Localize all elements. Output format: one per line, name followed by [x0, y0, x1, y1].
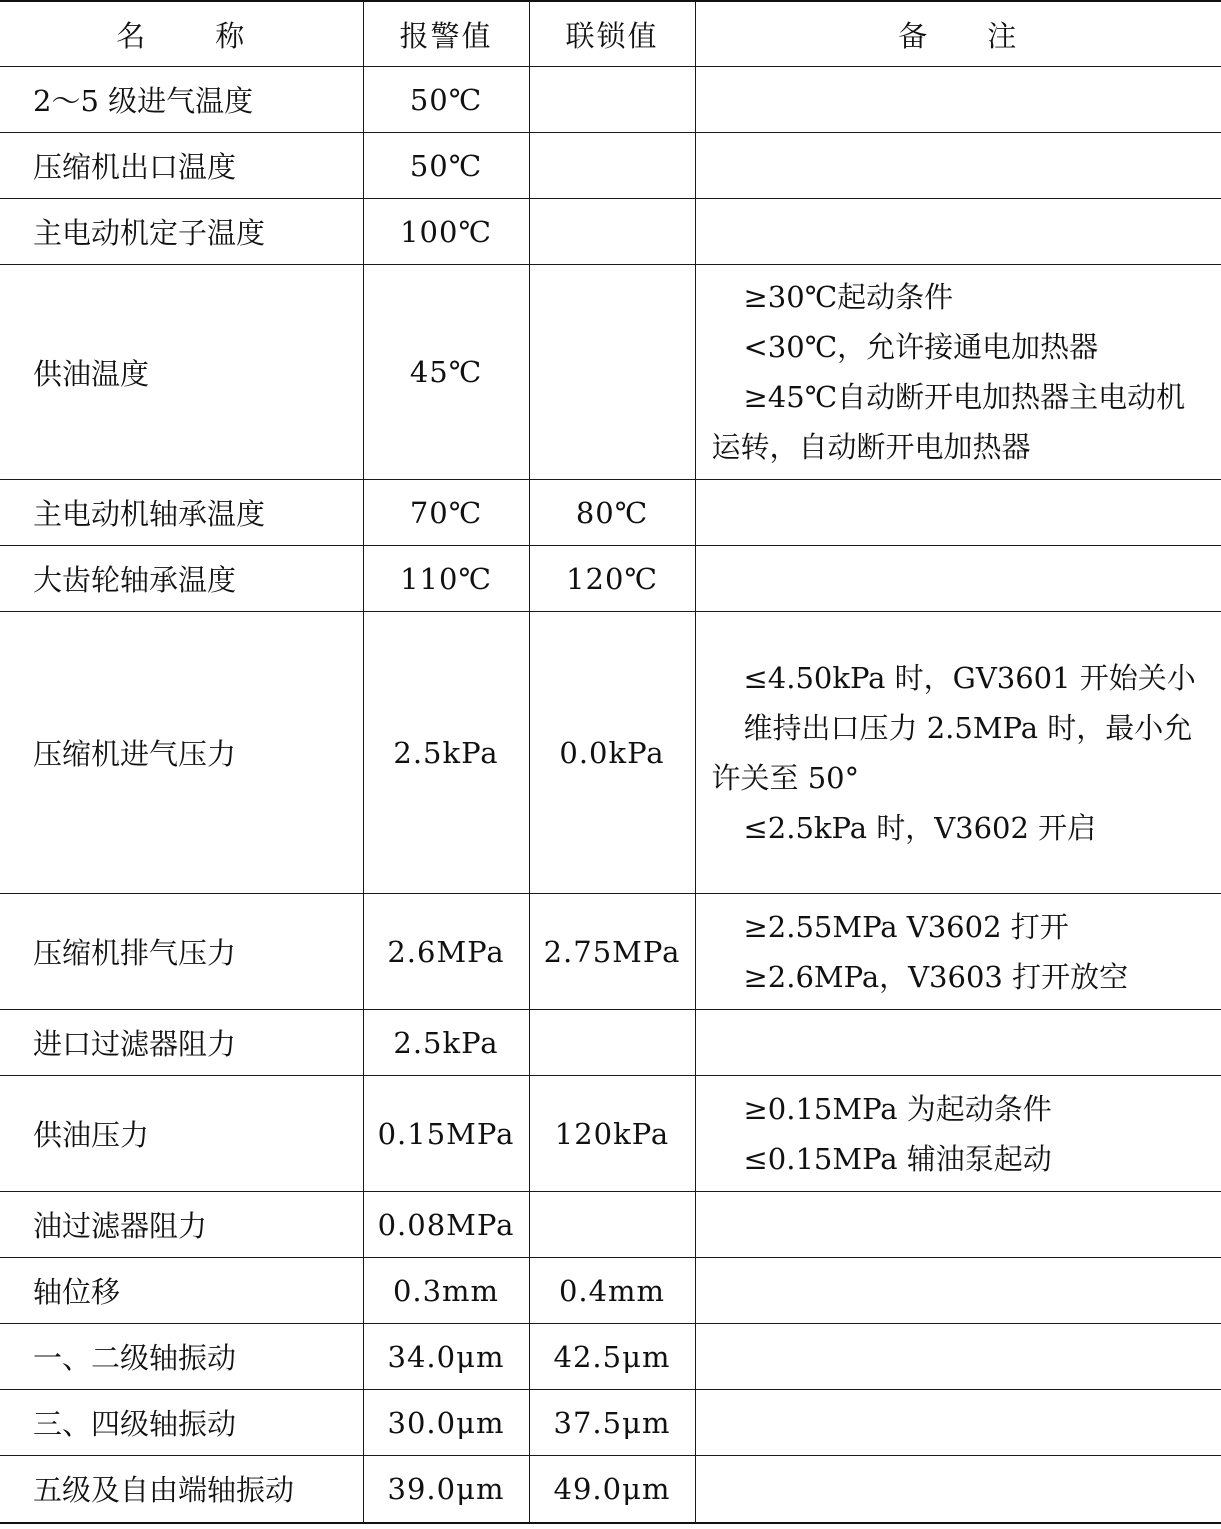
header-alarm: 报警值 — [363, 1, 529, 67]
note-line: ≥45℃自动断开电加热器主电动机运转，自动断开电加热器 — [711, 380, 1186, 464]
cell-alarm-value: 0.08MPa — [363, 1192, 529, 1258]
cell-interlock-value — [529, 67, 695, 133]
cell-alarm-value: 50℃ — [363, 67, 529, 133]
table-row — [0, 1076, 1221, 1192]
table-row — [0, 1258, 1221, 1324]
cell-name: 供油压力 — [0, 1076, 363, 1192]
cell-name: 三、四级轴振动 — [0, 1390, 363, 1456]
cell-interlock-value — [529, 1192, 695, 1258]
cell-name: 2～5 级进气温度 — [0, 67, 363, 133]
cell-interlock-value — [529, 1010, 695, 1076]
header-name-a: 名 — [116, 18, 148, 53]
cell-name: 大齿轮轴承温度 — [0, 546, 363, 612]
cell-note — [695, 1258, 1221, 1324]
cell-name: 进口过滤器阻力 — [0, 1010, 363, 1076]
cell-interlock-value: 37.5μm — [529, 1390, 695, 1456]
table-row — [0, 546, 1221, 612]
table-row — [0, 67, 1221, 133]
cell-alarm-value: 30.0μm — [363, 1390, 529, 1456]
cell-note — [695, 265, 1221, 480]
cell-name: 五级及自由端轴振动 — [0, 1456, 363, 1523]
cell-note — [695, 894, 1221, 1010]
cell-name: 轴位移 — [0, 1258, 363, 1324]
cell-note — [695, 1324, 1221, 1390]
table-row — [0, 1010, 1221, 1076]
note-line: ≥2.6MPa，V3603 打开放空 — [743, 959, 1129, 994]
cell-interlock-value: 0.4mm — [529, 1258, 695, 1324]
cell-interlock-value: 80℃ — [529, 480, 695, 546]
cell-alarm-value: 0.15MPa — [363, 1076, 529, 1192]
table-row — [0, 480, 1221, 546]
cell-name: 供油温度 — [0, 265, 363, 480]
note-line: ≤2.5kPa 时，V3602 开启 — [743, 810, 1097, 845]
cell-note — [695, 133, 1221, 199]
header-interlock: 联锁值 — [529, 1, 695, 67]
table-body — [0, 67, 1221, 1523]
cell-note — [695, 480, 1221, 546]
cell-name: 压缩机排气压力 — [0, 894, 363, 1010]
cell-name: 主电动机轴承温度 — [0, 480, 363, 546]
table-row — [0, 1324, 1221, 1390]
cell-interlock-value: 120kPa — [529, 1076, 695, 1192]
note-line: 维持出口压力 2.5MPa 时，最小允许关至 50° — [711, 710, 1193, 795]
cell-alarm-value: 2.5kPa — [363, 1010, 529, 1076]
header-note-b: 注 — [987, 18, 1019, 53]
note-line: ≥30℃起动条件 — [743, 280, 954, 314]
cell-name: 压缩机出口温度 — [0, 133, 363, 199]
header-note — [695, 1, 1221, 67]
cell-note — [695, 1456, 1221, 1523]
header-row — [0, 1, 1221, 67]
cell-note — [695, 1010, 1221, 1076]
cell-note — [695, 1390, 1221, 1456]
cell-alarm-value: 50℃ — [363, 133, 529, 199]
cell-interlock-value: 120℃ — [529, 546, 695, 612]
cell-note — [695, 546, 1221, 612]
table-row — [0, 1192, 1221, 1258]
cell-alarm-value: 2.6MPa — [363, 894, 529, 1010]
cell-note — [695, 67, 1221, 133]
cell-interlock-value — [529, 133, 695, 199]
cell-alarm-value: 100℃ — [363, 199, 529, 265]
cell-note — [695, 1192, 1221, 1258]
table-row — [0, 199, 1221, 265]
cell-note — [695, 1076, 1221, 1192]
note-line: ≤0.15MPa 辅油泵起动 — [743, 1141, 1052, 1176]
cell-alarm-value: 110℃ — [363, 546, 529, 612]
cell-interlock-value — [529, 199, 695, 265]
cell-interlock-value: 49.0μm — [529, 1456, 695, 1523]
table-row — [0, 133, 1221, 199]
header-name-b: 称 — [215, 18, 247, 53]
cell-name: 压缩机进气压力 — [0, 612, 363, 894]
note-line: ≥0.15MPa 为起动条件 — [743, 1091, 1052, 1126]
header-name — [0, 1, 363, 67]
cell-interlock-value: 2.75MPa — [529, 894, 695, 1010]
table-row — [0, 612, 1221, 894]
table-row — [0, 265, 1221, 480]
cell-name: 一、二级轴振动 — [0, 1324, 363, 1390]
cell-note — [695, 199, 1221, 265]
cell-interlock-value: 0.0kPa — [529, 612, 695, 894]
note-line: ≤4.50kPa 时，GV3601 开始关小 — [743, 660, 1196, 695]
cell-name: 主电动机定子温度 — [0, 199, 363, 265]
cell-alarm-value: 0.3mm — [363, 1258, 529, 1324]
note-line: ≥2.55MPa V3602 打开 — [743, 909, 1069, 944]
cell-interlock-value — [529, 265, 695, 480]
header-note-a: 备 — [898, 18, 930, 53]
table-row — [0, 894, 1221, 1010]
table-row — [0, 1456, 1221, 1523]
note-line: <30℃，允许接通电加热器 — [743, 330, 1099, 364]
cell-alarm-value: 2.5kPa — [363, 612, 529, 894]
cell-alarm-value: 39.0μm — [363, 1456, 529, 1523]
cell-alarm-value: 45℃ — [363, 265, 529, 480]
cell-interlock-value: 42.5μm — [529, 1324, 695, 1390]
table-row — [0, 1390, 1221, 1456]
cell-note — [695, 612, 1221, 894]
cell-name: 油过滤器阻力 — [0, 1192, 363, 1258]
cell-alarm-value: 70℃ — [363, 480, 529, 546]
cell-alarm-value: 34.0μm — [363, 1324, 529, 1390]
